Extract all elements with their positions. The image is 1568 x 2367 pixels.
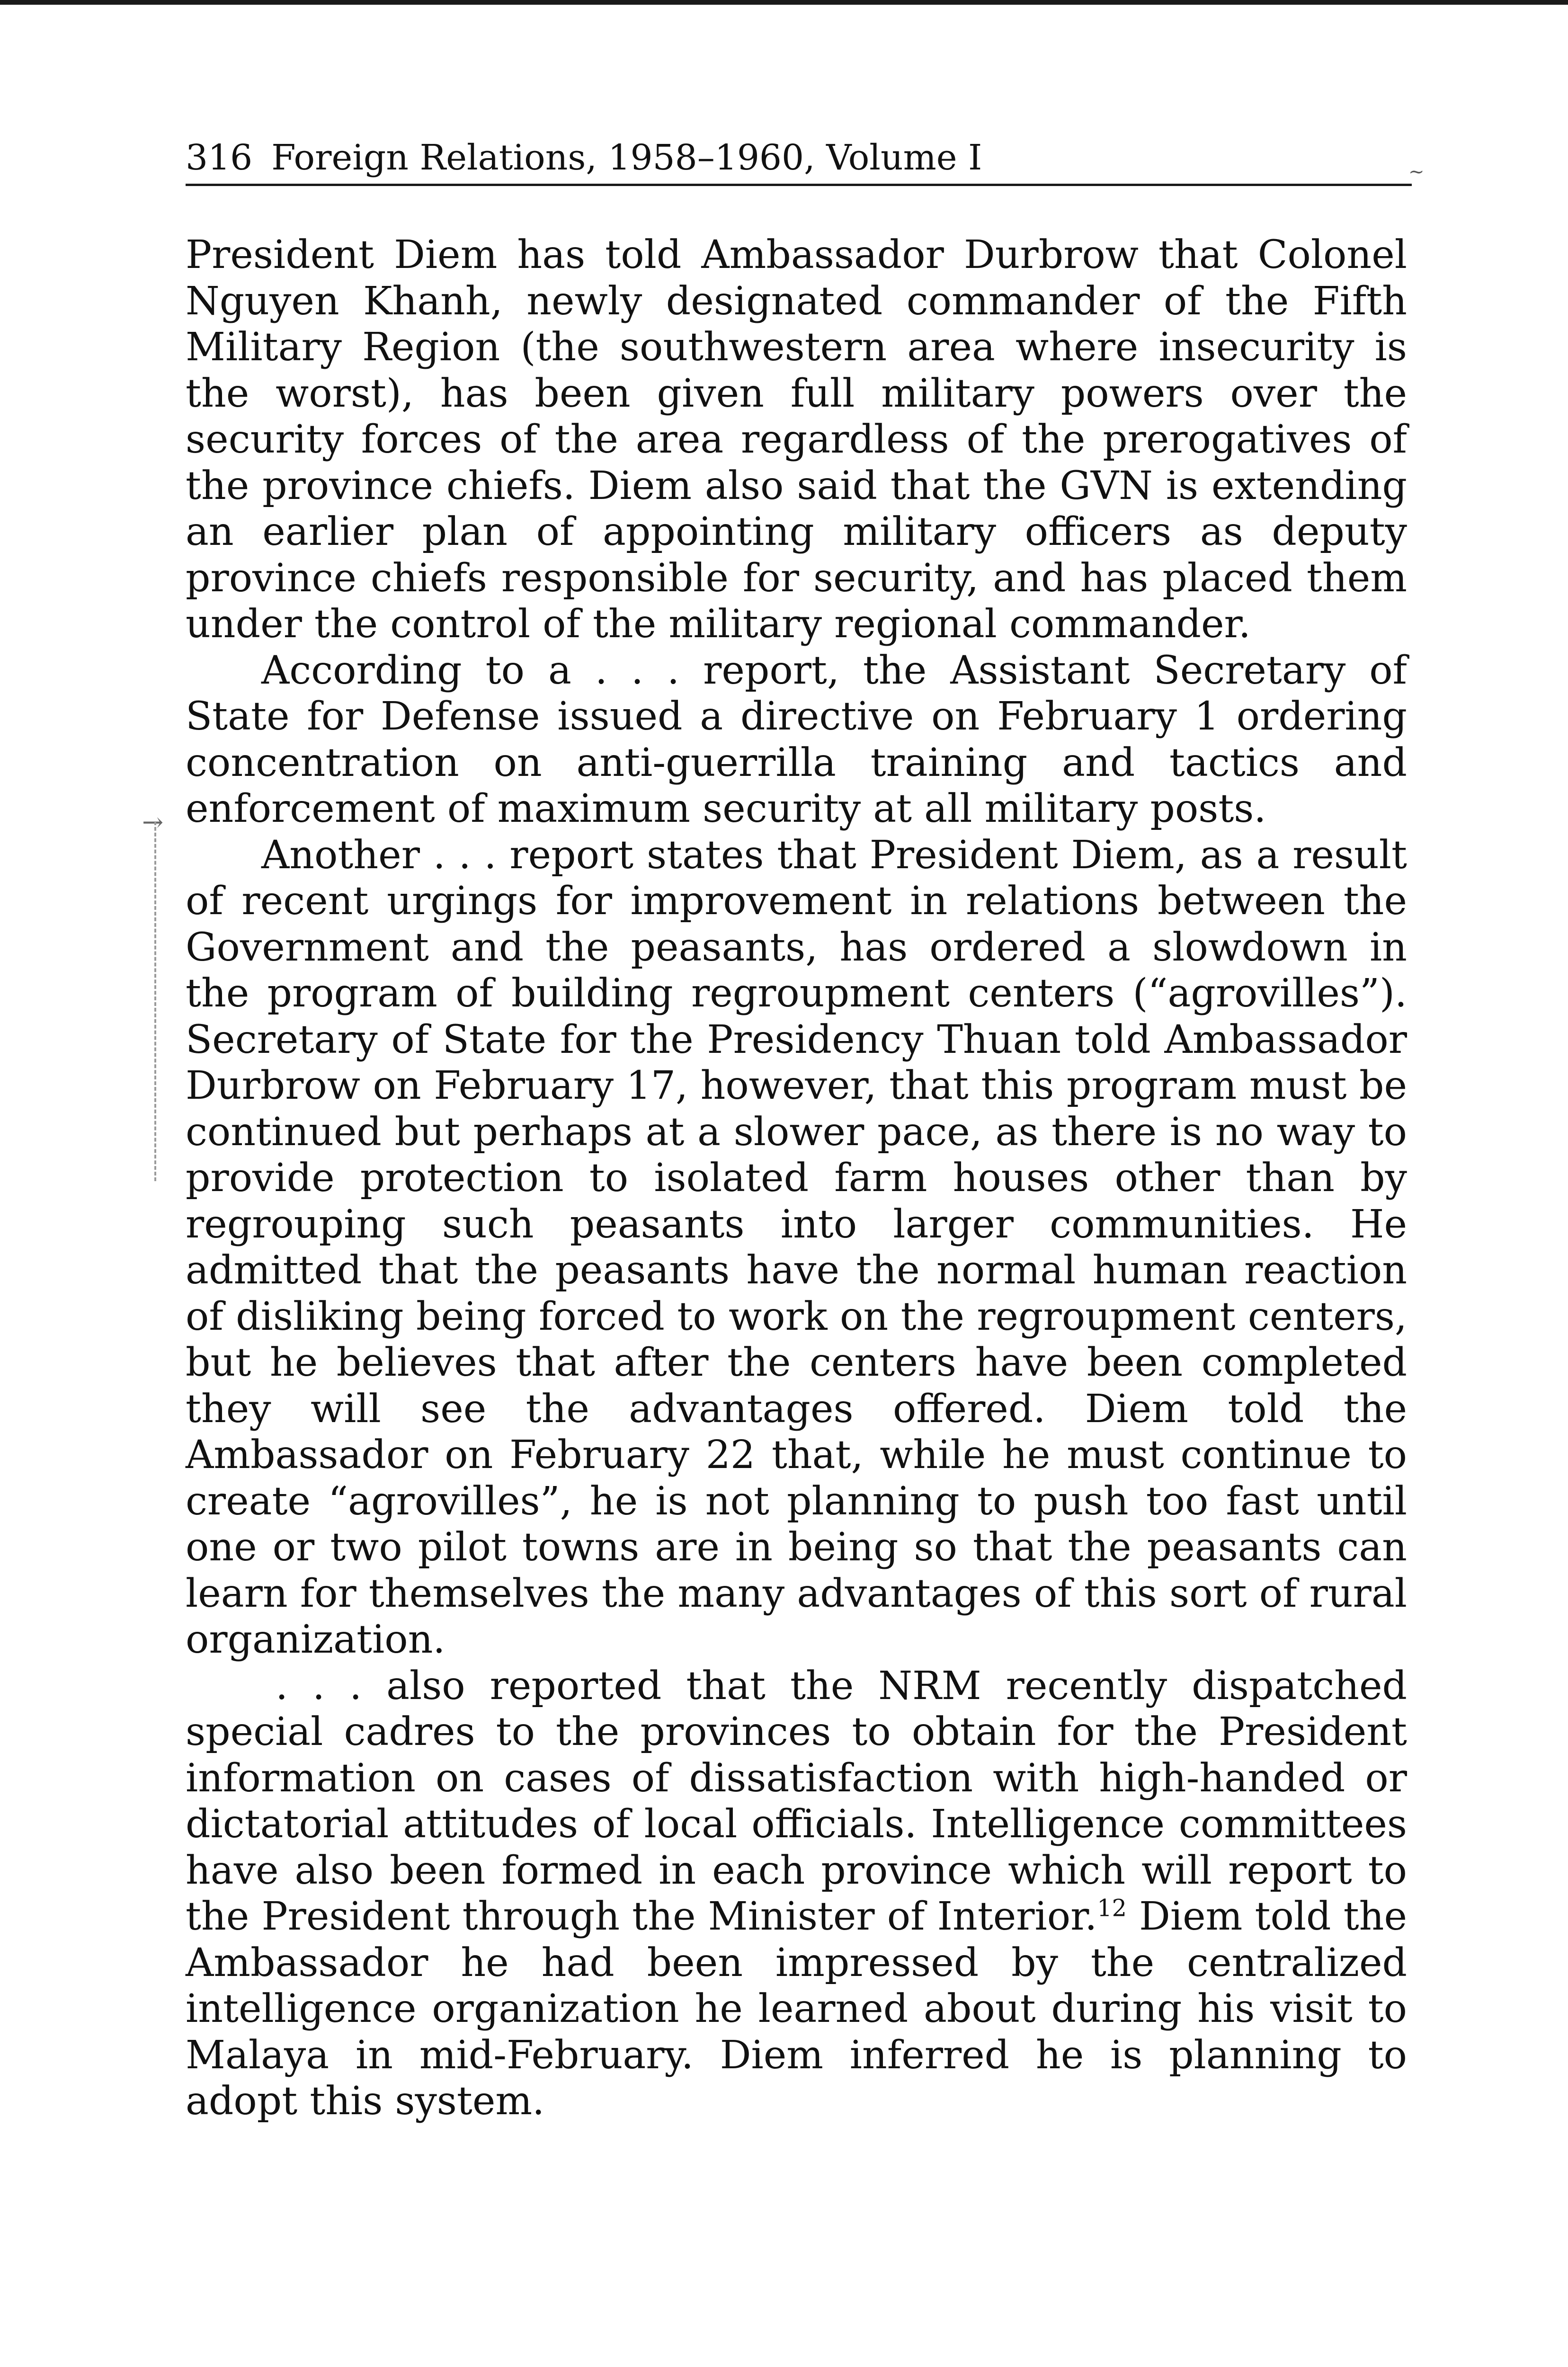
margin-arrow-mark: → [142,807,164,837]
paragraph-4-text-b: Diem told the Ambassador he had been impressed by the centralized intelligence organization he learned about during his visit to Malaya in mid-February. Diem inferred he is planning to adopt this system. [186,1894,1407,2124]
margin-bracket-mark [154,821,178,1181]
volume-title: Foreign Relations, 1958–1960, Volume I [271,137,982,178]
paragraph-3: Another . . . report states that President Diem, as a result of recent urgings for improvement in relations between the Government and the peasants, has ordered a slowdown in the program of building regroupment centers (“agrovilles”). Secretary of State for the Presidency Thuan told Ambassador Durbrow on February 17, however, that this program must be continued but perhaps at a slower pace, as there is no way to provide protection to isolated farm houses other than by regrouping such peasants into larger communities. He admitted that the peasants have the normal human reaction of disliking being forced to work on the regroupment centers, but he believes that after the centers have been completed they will see the advantages offered. Diem told the Ambassador on February 22 that, while he must continue to create “agrovilles”, he is not planning to push too fast until one or two pilot towns are in being so that the peasants can learn for themselves the many advantages of this sort of rural organization. [186,832,1407,1662]
footnote-reference: 12 [1097,1894,1127,1922]
stray-ink-mark: ~ [1408,161,1425,183]
page-top-edge [0,0,1568,5]
paragraph-2: According to a . . . report, the Assistant Secretary of State for Defense issued a directive on February 1 ordering concentration on anti-guerrilla training and tactics and enforcement of maximum security at all military posts. [186,648,1407,831]
body-text [186,232,1407,2125]
paragraph-4-text-a: . . . also reported that the NRM recently dispatched special cadres to the provinces to obtain for the President information on cases of dissatisfaction with high-handed or dictatorial attitudes of local officials. Intelligence committees have also been formed in each province which will report to the President through the Minister of Interior. [186,1663,1407,1939]
paragraph-1: President Diem has told Ambassador Durbrow that Colonel Nguyen Khanh, newly designated commander of the Fifth Military Region (the southwestern area where insecurity is the worst), has been given full military powers over the security forces of the area regardless of the prerogatives of the province chiefs. Diem also said that the GVN is extending an earlier plan of appointing military officers as deputy province chiefs responsible for security, and has placed them under the control of the military regional commander. [186,232,1407,647]
paragraph-4 [186,1663,1407,2125]
running-header [186,132,1412,186]
page-number: 316 [186,137,253,178]
